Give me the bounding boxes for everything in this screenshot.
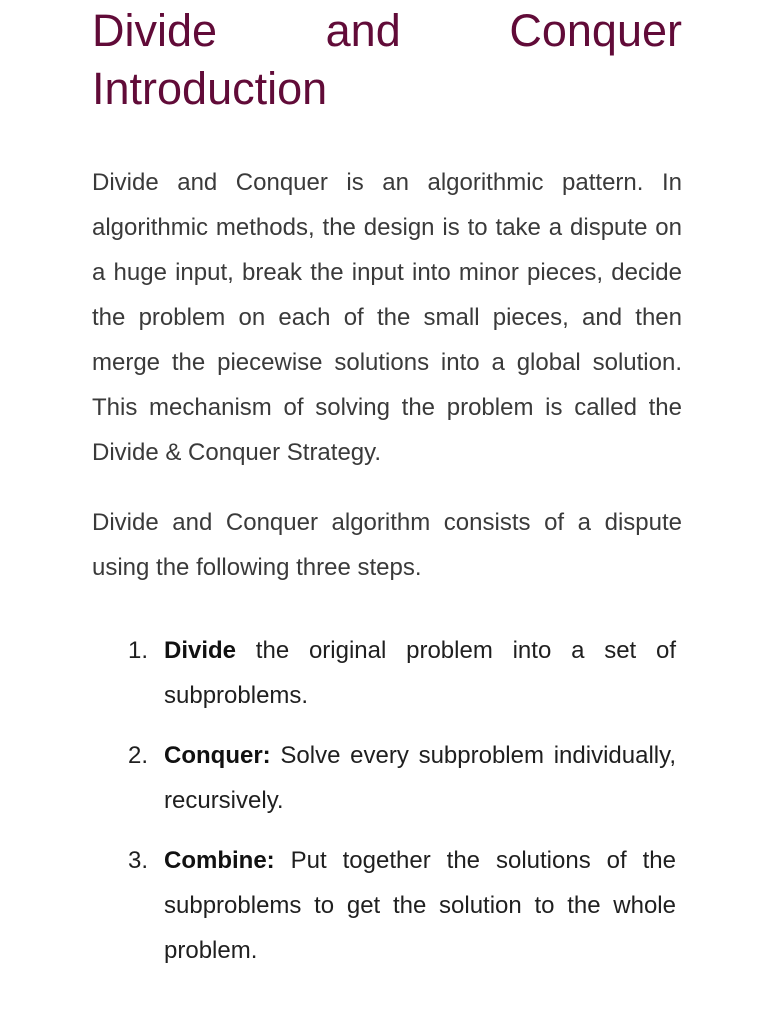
list-item [92,628,676,718]
page-title [92,0,682,118]
step-text: Solve every subproblem individually, recursively. [164,742,676,814]
title-word-conquer: Conquer [509,5,682,56]
step-number: 3. [128,847,149,874]
step-number: 2. [128,742,149,769]
step-number: 1. [128,637,149,664]
title-word-divide: Divide [92,5,218,56]
step-term: Conquer: [164,742,271,769]
list-item [92,733,676,823]
intro-paragraph: Divide and Conquer is an algorithmic pattern. In algorithmic methods, the design is to take a dispute on a huge input, break the input into minor pieces, decide the problem on each of the small pieces, and then merge the piecewise solutions into a global solution. This mechanism of solving the problem is called the Divide & Conquer Strategy. [92,169,682,466]
step-text: the original problem into a set of subproblems. [164,637,676,709]
title-line-2: Introduction [92,63,328,114]
steps-intro-paragraph: Divide and Conquer algorithm consists of a dispute using the following three steps. [92,509,682,581]
title-line-1 [92,2,682,60]
steps-list [92,628,676,973]
step-term: Divide [164,637,237,664]
step-text: Put together the solutions of the subproblems to get the solution to the whole problem. [164,847,676,964]
title-word-and: and [325,5,401,56]
step-term: Combine: [164,847,275,874]
list-item [92,838,676,973]
article [92,0,682,988]
